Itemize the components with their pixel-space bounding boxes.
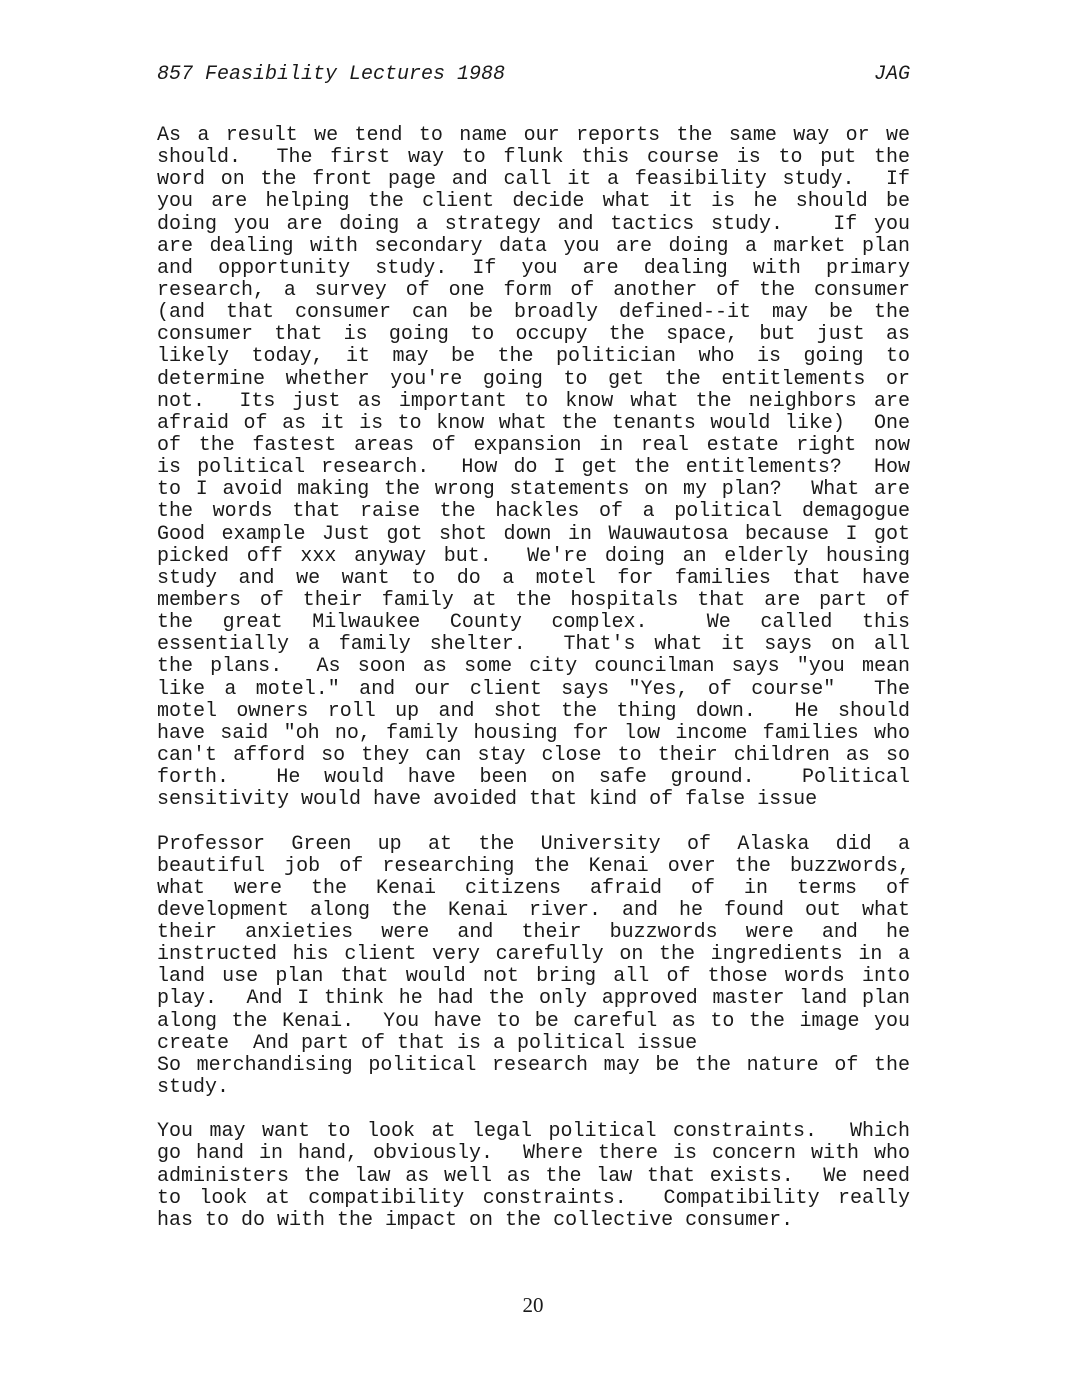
text-line: of the fastest areas of expansion in real estate right now (157, 433, 910, 457)
header-course-title: 857 Feasibility Lectures (157, 63, 446, 86)
text-line: and opportunity study. If you are dealing with primary (157, 256, 910, 280)
text-line: essentially a family shelter. That's what it says on all (157, 633, 910, 657)
text-line: go hand in hand, obviously. Where there is concern with who (157, 1142, 910, 1166)
text-line: play. And I think he had the only approved master land plan (157, 987, 910, 1011)
text-line: not. Its just as important to know what the neighbors are (157, 389, 910, 413)
text-line: So merchandising political research may be the nature of the (157, 1053, 910, 1077)
text-line: have said "oh no, family housing for low income families who (157, 721, 910, 745)
text-line: consumer that is going to occupy the space, but just as (157, 323, 910, 347)
text-line: determine whether you're going to get the entitlements or (157, 367, 910, 391)
text-line: likely today, it may be the politician who is going to (157, 345, 910, 369)
text-line: picked off xxx anyway but. We're doing an elderly housing (157, 544, 910, 568)
text-line: administers the law as well as the law that exists. We need (157, 1164, 910, 1188)
text-line: should. The first way to flunk this course is to put the (157, 146, 910, 170)
text-line: study. (157, 1076, 230, 1100)
text-line: like a motel." and our client says "Yes, of course" The (157, 677, 910, 701)
text-line: (and that consumer can be broadly defined--it may be the (157, 301, 910, 325)
text-line: the plans. As soon as some city councilman says "you mean (157, 655, 910, 679)
text-line: along the Kenai. You have to be careful as to the image you (157, 1009, 910, 1033)
text-line: forth. He would have been on safe ground. Political (157, 766, 910, 790)
paragraph (157, 125, 910, 811)
text-line: beautiful job of researching the Kenai over the buzzwords, (157, 854, 910, 878)
text-line: You may want to look at legal political constraints. Which (157, 1120, 910, 1144)
text-line: motel owners roll up and shot the thing down. He should (157, 699, 910, 723)
text-line: is political research. How do I get the entitlements? How (157, 456, 910, 480)
text-line: sensitivity would have avoided that kind of false issue (157, 788, 818, 812)
text-line: the great Milwaukee County complex. We called this (157, 611, 910, 635)
header-author-initials: JAG (873, 63, 910, 86)
text-line: land use plan that would not bring all of those words into (157, 965, 910, 989)
text-line: Professor Green up at the University of Alaska did a (157, 832, 910, 856)
text-line: to I avoid making the wrong statements on my plan? What are (157, 478, 910, 502)
text-line: can't afford so they can stay close to their children as so (157, 743, 910, 767)
lecture-body-text (157, 125, 910, 1232)
text-line: their anxieties were and their buzzwords were and he (157, 921, 910, 945)
text-line: doing you are doing a strategy and tactics study. If you (157, 212, 910, 236)
text-line: development along the Kenai river. and he found out what (157, 898, 910, 922)
paragraph (157, 1121, 910, 1232)
text-line: Good example Just got shot down in Wauwautosa because I got (157, 522, 910, 546)
text-line: has to do with the impact on the collective consumer. (157, 1208, 794, 1232)
text-line: research, a survey of one form of another of the consumer (157, 278, 910, 302)
text-line: what were the Kenai citizens afraid of in terms of (157, 876, 910, 900)
text-line: the words that raise the hackles of a political demagogue (157, 500, 910, 524)
text-line: study and we want to do a motel for families that have (157, 566, 910, 590)
paragraph (157, 834, 910, 1100)
text-line: afraid of as it is to know what the tenants would like) One (157, 411, 910, 435)
header-year: 1988 (457, 63, 506, 86)
text-line: members of their family at the hospitals that are part of (157, 588, 910, 612)
text-line: create And part of that is a political issue (157, 1031, 698, 1055)
text-line: word on the front page and call it a feasibility study. If (157, 168, 910, 192)
page-header (157, 62, 910, 88)
page-number: 20 (522, 1293, 544, 1317)
text-line: As a result we tend to name our reports the same way or we (157, 124, 910, 147)
text-line: are dealing with secondary data you are doing a market plan (157, 234, 910, 258)
text-line: instructed his client very carefully on the ingredients in a (157, 943, 910, 967)
text-line: to look at compatibility constraints. Compatibility really (157, 1186, 910, 1210)
text-line: you are helping the client decide what it is he should be (157, 190, 910, 214)
